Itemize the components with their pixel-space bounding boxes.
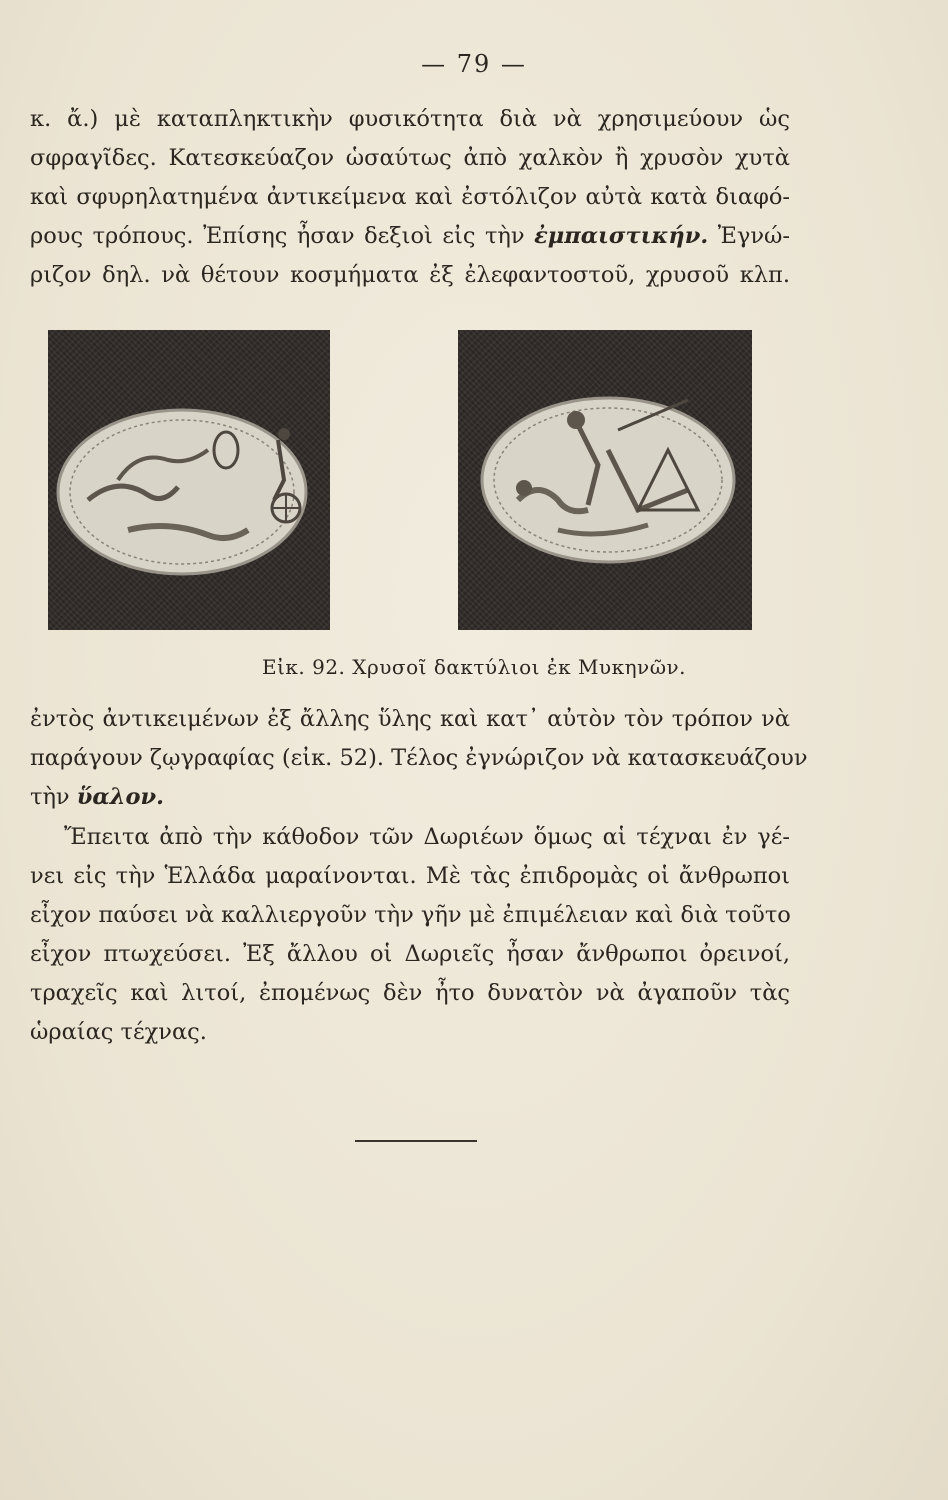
page-number: — 79 —: [421, 50, 527, 78]
text-segment: ρους τρόπους. Ἐπίσης ἦσαν δεξιοὶ εἰς τὴν: [30, 223, 525, 249]
figure-image-right-ring: [458, 330, 752, 630]
ring-engraving-chariot: [48, 330, 330, 630]
emphasized-term: ἐμπαιστικήν.: [534, 223, 709, 249]
text-line: σφραγῖδες. Κατεσκεύαζον ὡσαύτως ἀπὸ χαλκὸν ἢ χρυσὸν χυτὰ: [30, 145, 790, 171]
figure-caption: Εἰκ. 92. Χρυσοῖ δακτύλιοι ἐκ Μυκηνῶν.: [261, 655, 687, 679]
text-line: καὶ σφυρηλατημένα ἀντικείμενα καὶ ἐστόλιζον αὐτὰ κατὰ διαφό-: [30, 184, 790, 210]
ring-engraving-battle: [458, 330, 752, 630]
text-line: εἶχον πτωχεύσει. Ἐξ ἄλλου οἱ Δωριεῖς ἦσαν ἄνθρωποι ὀρεινοί,: [30, 941, 790, 967]
figure-image-left-ring: [48, 330, 330, 630]
emphasized-term: ὕαλον.: [76, 784, 164, 810]
text-line: Ἔπειτα ἀπὸ τὴν κάθοδον τῶν Δωριέων ὅμως αἱ τέχναι ἐν γέ-: [64, 824, 790, 850]
text-line: [30, 778, 790, 817]
text-line: τραχεῖς καὶ λιτοί, ἐπομένως δὲν ἦτο δυνατὸν νὰ ἀγαποῦν τὰς: [30, 980, 790, 1006]
text-line: ἐντὸς ἀντικειμένων ἐξ ἄλλης ὕλης καὶ κατ᾿ αὐτὸν τὸν τρόπον νὰ: [30, 706, 790, 732]
section-end-rule: [355, 1140, 477, 1142]
text-line: κ. ἄ.) μὲ καταπληκτικὴν φυσικότητα διὰ νὰ χρησιμεύουν ὡς: [30, 106, 790, 132]
text-line: ὡραίας τέχνας.: [30, 1019, 207, 1045]
text-line: παράγουν ζῳγραφίας (εἰκ. 52). Τέλος ἐγνώριζον νὰ κατασκευάζουν: [30, 745, 808, 771]
text-line: ριζον δηλ. νὰ θέτουν κοσμήματα ἐξ ἐλεφαντοστοῦ, χρυσοῦ κλπ.: [30, 262, 790, 288]
text-line: νει εἰς τὴν Ἑλλάδα μαραίνονται. Μὲ τὰς ἐπιδρομὰς οἱ ἄνθρωποι: [30, 863, 790, 889]
text-line: [30, 217, 790, 256]
text-segment: Ἐγνώ-: [708, 223, 791, 249]
paragraph-1: [30, 100, 790, 295]
text-segment: τὴν: [30, 784, 70, 810]
paragraph-2: [30, 700, 808, 817]
paragraph-3: [30, 818, 790, 1052]
text-line: εἶχον παύσει νὰ καλλιεργοῦν τὴν γῆν μὲ ἐπιμέλειαν καὶ διὰ τοῦτο: [30, 902, 791, 928]
